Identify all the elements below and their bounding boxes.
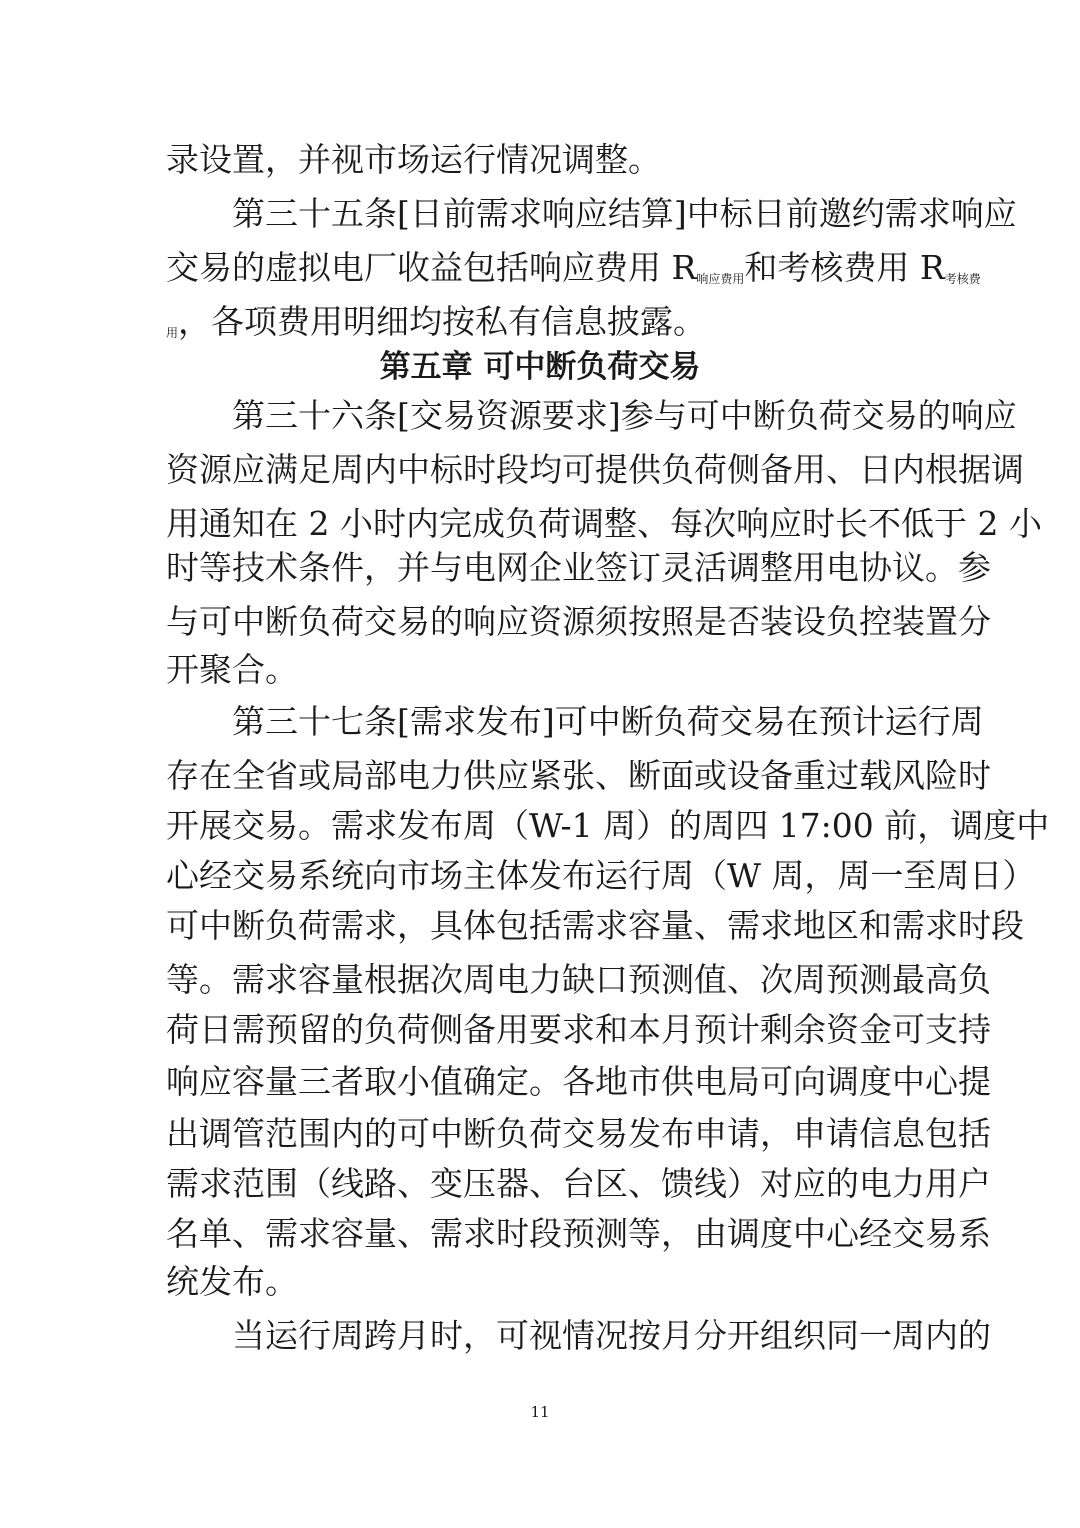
text-line: 统发布。 bbox=[166, 1262, 298, 1301]
text-line: 开聚合。 bbox=[166, 650, 298, 689]
text-fragment: 和考核费用 R bbox=[744, 248, 945, 287]
text-line-mixed bbox=[166, 248, 981, 299]
text-line: 开展交易。需求发布周（W-1 周）的周四 17:00 前，调度中 bbox=[166, 806, 1050, 845]
text-line: 存在全省或局部电力供应紧张、断面或设备重过载风险时 bbox=[166, 756, 991, 795]
text-line: 第三十六条[交易资源要求]参与可中断负荷交易的响应 bbox=[232, 396, 1017, 435]
text-line: 出调管范围内的可中断负荷交易发布申请，申请信息包括 bbox=[166, 1114, 991, 1153]
text-line: 用通知在 2 小时内完成负荷调整、每次响应时长不低于 2 小 bbox=[166, 504, 1042, 543]
text-fragment: ，各项费用明细均按私有信息披露。 bbox=[178, 302, 707, 341]
text-line: 可中断负荷需求，具体包括需求容量、需求地区和需求时段 bbox=[166, 906, 1024, 945]
text-line-mixed bbox=[166, 302, 916, 353]
text-line: 需求范围（线路、变压器、台区、馈线）对应的电力用户 bbox=[166, 1164, 991, 1203]
text-line: 第三十七条[需求发布]可中断负荷交易在预计运行周 bbox=[232, 702, 984, 741]
text-line: 资源应满足周内中标时段均可提供负荷侧备用、日内根据调 bbox=[166, 450, 1024, 489]
chapter-heading: 第五章 可中断负荷交易 bbox=[379, 349, 701, 385]
text-line: 心经交易系统向市场主体发布运行周（W 周，周一至周日） bbox=[166, 856, 1036, 895]
text-line: 当运行周跨月时，可视情况按月分开组织同一周内的 bbox=[232, 1316, 991, 1355]
text-line: 与可中断负荷交易的响应资源须按照是否装设负控装置分 bbox=[166, 602, 991, 641]
text-line: 等。需求容量根据次周电力缺口预测值、次周预测最高负 bbox=[166, 960, 991, 999]
text-line: 录设置，并视市场运行情况调整。 bbox=[166, 140, 661, 179]
text-fragment: 交易的虚拟电厂收益包括响应费用 R bbox=[166, 248, 697, 287]
subscript-continuation: 用 bbox=[166, 326, 179, 340]
subscript-assessment-fee: 考核费 bbox=[944, 272, 981, 286]
subscript-response-fee: 响应费用 bbox=[696, 272, 745, 286]
text-line: 荷日需预留的负荷侧备用要求和本月预计剩余资金可支持 bbox=[166, 1010, 991, 1049]
text-line: 第三十五条[日前需求响应结算]中标日前邀约需求响应 bbox=[232, 194, 1017, 233]
text-line: 响应容量三者取小值确定。各地市供电局可向调度中心提 bbox=[166, 1062, 991, 1101]
text-line: 名单、需求容量、需求时段预测等，由调度中心经交易系 bbox=[166, 1214, 991, 1253]
text-line: 时等技术条件，并与电网企业签订灵活调整用电协议。参 bbox=[166, 548, 991, 587]
page-number: 11 bbox=[530, 1403, 550, 1421]
